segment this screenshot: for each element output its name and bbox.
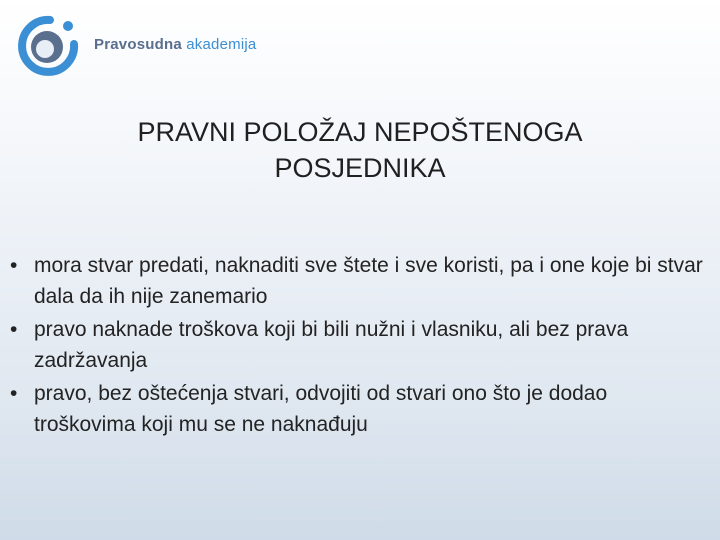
bullet-item [0, 378, 720, 440]
bullet-dot: • [10, 254, 18, 277]
bullet-text: mora stvar predati, naknaditi sve štete i sve koristi, pa i one koje bi stvar dala da ih nije zanemario [34, 254, 703, 308]
logo-name-part1: Pravosudna [94, 36, 182, 53]
bullet-text: pravo naknade troškova koji bi bili nužni i vlasniku, ali bez prava zadržavanja [34, 318, 629, 372]
logo [12, 14, 262, 78]
bullet-dot: • [10, 382, 18, 405]
circle-ring-logo-icon [12, 14, 82, 78]
slide-title-line1: PRAVNI POLOŽAJ NEPOŠTENOGA [137, 117, 583, 147]
slide-title [60, 114, 660, 186]
slide-title-line2: POSJEDNIKA [274, 153, 446, 183]
bullet-text: pravo, bez oštećenja stvari, odvojiti od stvari ono što je dodao troškovima koji mu se ne naknađuju [34, 382, 608, 436]
logo-name-part2: akademija [186, 36, 257, 53]
bullet-item [0, 250, 720, 312]
bullet-dot: • [10, 318, 18, 341]
logo-text [94, 36, 256, 53]
bullet-item [0, 314, 720, 376]
bullet-list [0, 250, 720, 442]
